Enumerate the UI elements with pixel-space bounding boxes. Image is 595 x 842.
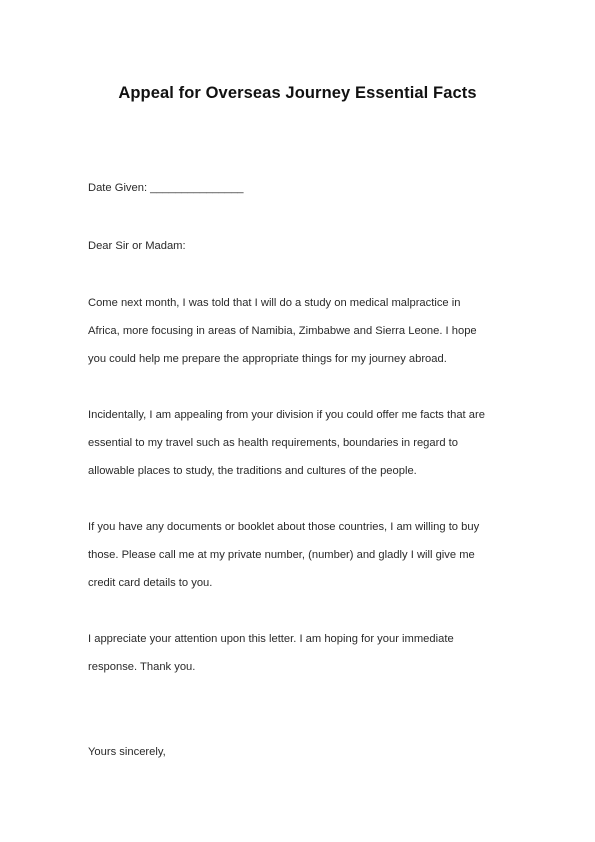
closing: Yours sincerely, (88, 746, 166, 758)
letter-title: Appeal for Overseas Journey Essential Facts (118, 84, 477, 102)
paragraph-line: If you have any documents or booklet about those countries, I am willing to buy (88, 521, 480, 533)
paragraph-line: I appreciate your attention upon this letter. I am hoping for your immediate (88, 633, 454, 645)
paragraph-line: Incidentally, I am appealing from your division if you could offer me facts that are (88, 409, 485, 421)
salutation: Dear Sir or Madam: (88, 240, 186, 252)
paragraph-line: those. Please call me at my private number, (number) and gladly I will give me (88, 549, 475, 561)
paragraph-line: Come next month, I was told that I will do a study on medical malpractice in (88, 297, 461, 309)
paragraph-line: you could help me prepare the appropriate things for my journey abroad. (88, 353, 447, 365)
paragraph-line: credit card details to you. (88, 577, 213, 589)
date-given-line: Date Given: _______________ (88, 182, 244, 194)
paragraph-line: essential to my travel such as health requirements, boundaries in regard to (88, 437, 459, 449)
paragraph-line: Africa, more focusing in areas of Namibia, Zimbabwe and Sierra Leone. I hope (88, 325, 477, 337)
paragraph-line: allowable places to study, the traditions and cultures of the people. (88, 465, 417, 477)
paragraph-line: response. Thank you. (88, 661, 196, 673)
